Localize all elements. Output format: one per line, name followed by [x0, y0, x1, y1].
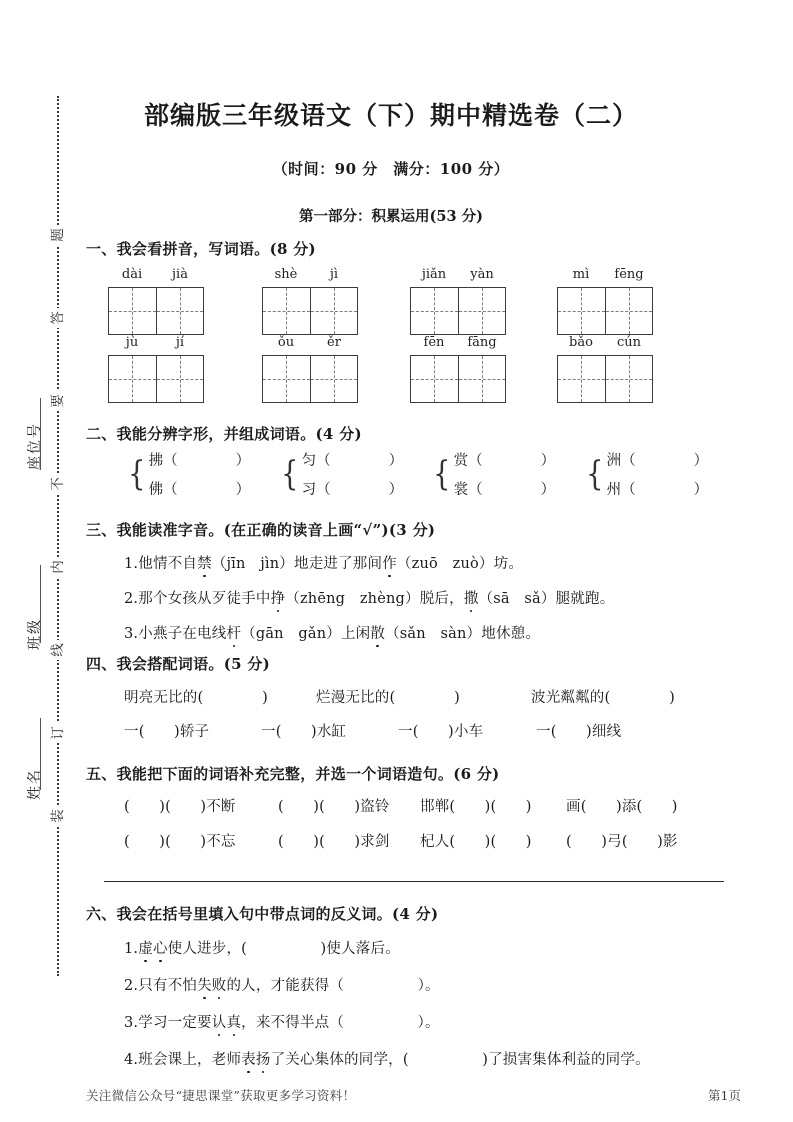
q5-idiom-blank[interactable]: 画( )添( ) — [566, 799, 678, 815]
item-number: 3. — [124, 1015, 139, 1031]
q4-match-phrase[interactable]: 波光粼粼的( ) — [531, 690, 676, 706]
q4-measure-word[interactable]: 一( )细线 — [536, 724, 622, 740]
question-2-heading: 二、我能分辨字形，并组成词语。(4 分) — [86, 425, 362, 443]
tianzige-answer-box[interactable] — [557, 355, 653, 403]
brace-answer-line[interactable]: 裳（ ） — [453, 482, 556, 498]
sentence-text: （sā sǎ）腿就跑。 — [478, 591, 615, 607]
tianzige-cell[interactable] — [263, 288, 310, 334]
tianzige-answer-box[interactable] — [262, 287, 358, 335]
brace-answer-line[interactable]: 赏（ ） — [453, 453, 556, 469]
seal-char: 订 — [48, 723, 68, 743]
seal-char: 内 — [48, 557, 68, 577]
emphasised-char: 散 — [370, 622, 385, 643]
tianzige-cell[interactable] — [605, 356, 653, 402]
tianzige-cell[interactable] — [558, 288, 605, 334]
footer-note: 关注微信公众号“捷思课堂”获取更多学习资料！ — [86, 1088, 356, 1103]
brace-answer-line[interactable]: 洲（ ） — [606, 453, 709, 469]
seal-field-rule — [40, 398, 41, 470]
tianzige-answer-box[interactable] — [557, 287, 653, 335]
item-number: 4. — [124, 1052, 139, 1068]
question-6-item[interactable] — [124, 1011, 440, 1032]
pinyin-syllable: ěr — [327, 335, 341, 350]
sentence-text: 学习一定要 — [138, 1015, 212, 1031]
pinyin-label — [410, 267, 506, 282]
question-3-item[interactable] — [124, 587, 614, 608]
pinyin-syllable: jù — [125, 335, 139, 350]
item-number: 2. — [124, 591, 139, 607]
seal-char: 要 — [48, 391, 68, 411]
emphasised-char: 心 — [153, 937, 168, 958]
pinyin-syllable: mì — [572, 267, 590, 282]
footer-page-number: 第1页 — [708, 1088, 741, 1103]
q4-match-phrase[interactable]: 明亮无比的( ) — [124, 690, 269, 706]
tianzige-answer-box[interactable] — [410, 355, 506, 403]
pinyin-label — [262, 335, 358, 350]
emphasised-char: 扬 — [256, 1048, 271, 1069]
tianzige-cell[interactable] — [156, 356, 204, 402]
question-5-heading: 五、我能把下面的词语补充完整，并选一个词语造句。(6 分) — [86, 765, 500, 783]
q5-idiom-blank[interactable]: 邯郸( )( ) — [420, 799, 532, 815]
brace-icon: { — [586, 453, 604, 494]
item-number: 1. — [124, 556, 139, 572]
tianzige-cell[interactable] — [109, 356, 156, 402]
brace-icon: { — [281, 453, 299, 494]
sentence-text: （jīn jìn）地走进了那间 — [211, 556, 383, 572]
pinyin-syllable: ǒu — [277, 335, 295, 350]
pinyin-syllable: jí — [175, 335, 185, 350]
brace-answer-line[interactable]: 匀（ ） — [301, 453, 404, 469]
emphasised-char: 败 — [212, 974, 227, 995]
tianzige-answer-box[interactable] — [410, 287, 506, 335]
pinyin-syllable: fēn — [423, 335, 445, 350]
emphasised-char: 挣 — [271, 587, 286, 608]
seal-char: 题 — [48, 225, 68, 245]
brace-rows — [454, 449, 556, 499]
tianzige-answer-box[interactable] — [262, 355, 358, 403]
question-1-heading: 一、我会看拼音，写词语。(8 分) — [86, 240, 316, 258]
seal-field-1: 班级 — [27, 618, 43, 650]
sentence-text: （gān gǎn）上闲 — [241, 626, 371, 642]
q5-idiom-blank[interactable]: ( )( )不断 — [124, 799, 236, 815]
pinyin-label — [262, 267, 358, 282]
brace-group — [584, 449, 708, 499]
sentence-text: 班会课上，老师 — [138, 1052, 242, 1068]
pinyin-label — [108, 267, 204, 282]
emphasised-char: 认 — [212, 1011, 227, 1032]
brace-answer-line[interactable]: 习（ ） — [301, 482, 404, 498]
emphasised-char: 虚 — [138, 937, 153, 958]
sentence-text: 的人，才能获得（ ）。 — [226, 978, 440, 994]
brace-rows — [149, 449, 251, 499]
tianzige-cell[interactable] — [558, 356, 605, 402]
seal-field-rule — [40, 718, 41, 790]
seal-char: 装 — [48, 806, 68, 826]
tianzige-cell[interactable] — [458, 288, 506, 334]
pinyin-syllable: fēng — [614, 267, 644, 282]
q5-idiom-blank[interactable]: 杞人( )( ) — [420, 834, 532, 850]
tianzige-cell[interactable] — [156, 288, 204, 334]
page-title: 部编版三年级语文（下）期中精选卷（二） — [143, 101, 638, 130]
question-3-item[interactable] — [124, 552, 523, 573]
seal-char: 不 — [48, 474, 68, 494]
brace-icon: { — [433, 453, 451, 494]
item-number: 3. — [124, 626, 139, 642]
tianzige-cell[interactable] — [109, 288, 156, 334]
emphasised-char: 撒 — [464, 587, 479, 608]
tianzige-answer-box[interactable] — [108, 287, 204, 335]
brace-icon: { — [128, 453, 146, 494]
emphasised-char: 杆 — [226, 622, 241, 643]
tianzige-cell[interactable] — [263, 356, 310, 402]
seal-field-0: 座位号 — [27, 422, 43, 470]
brace-rows — [302, 449, 404, 499]
pinyin-label — [557, 335, 653, 350]
exam-meta: （时间：90 分 满分：100 分） — [272, 160, 510, 178]
emphasised-char: 真 — [226, 1011, 241, 1032]
tianzige-cell[interactable] — [411, 356, 458, 402]
part-heading: 第一部分：积累运用(53 分) — [299, 208, 483, 225]
tianzige-cell[interactable] — [605, 288, 653, 334]
sentence-text: 了关心集体的同学，( )了损害集体利益的同学。 — [270, 1052, 650, 1068]
sentence-text: 使人进步，( )使人落后。 — [167, 941, 400, 957]
q5-idiom-blank[interactable]: ( )( )盗铃 — [278, 799, 390, 815]
pinyin-syllable: jiǎn — [421, 267, 447, 282]
pinyin-syllable: cún — [616, 335, 642, 350]
section-divider — [104, 881, 724, 882]
q5-idiom-blank[interactable]: ( )( )不忘 — [124, 834, 236, 850]
brace-answer-line[interactable]: 州（ ） — [606, 482, 709, 498]
sentence-text: 小燕子在电线 — [138, 626, 227, 642]
seal-binding-sidebar — [0, 0, 86, 1122]
sentence-text: （sǎn sàn）地休憩。 — [385, 626, 541, 642]
tianzige-cell[interactable] — [310, 356, 358, 402]
q5-idiom-blank[interactable]: ( )弓( )影 — [566, 834, 678, 850]
tianzige-cell[interactable] — [310, 288, 358, 334]
sentence-text: （zhēng zhèng）脱后， — [285, 591, 464, 607]
exam-sheet — [86, 0, 793, 1122]
q5-idiom-blank[interactable]: ( )( )求剑 — [278, 834, 390, 850]
sentence-text: （zuō zuò）坊。 — [396, 556, 524, 572]
pinyin-label — [557, 267, 653, 282]
pinyin-syllable: jì — [329, 267, 339, 282]
pinyin-label — [410, 335, 506, 350]
tianzige-cell[interactable] — [411, 288, 458, 334]
sentence-text: 只有不怕 — [138, 978, 198, 994]
seal-char: 线 — [48, 640, 68, 660]
pinyin-syllable: yàn — [470, 267, 494, 282]
question-3-item[interactable] — [124, 622, 540, 643]
question-6-item[interactable] — [124, 937, 400, 958]
item-number: 2. — [124, 978, 139, 994]
seal-field-rule — [40, 565, 41, 643]
emphasised-char: 禁 — [197, 552, 212, 573]
question-6-item[interactable] — [124, 1048, 650, 1069]
emphasised-char: 失 — [197, 974, 212, 995]
brace-group — [126, 449, 250, 499]
question-4-heading: 四、我会搭配词语。(5 分) — [86, 655, 271, 673]
pinyin-syllable: dài — [121, 267, 143, 282]
pinyin-syllable: shè — [274, 267, 298, 282]
sentence-text: ，来不得半点（ ）。 — [241, 1015, 440, 1031]
brace-answer-line[interactable]: 佛（ ） — [148, 482, 251, 498]
tianzige-cell[interactable] — [458, 356, 506, 402]
item-number: 1. — [124, 941, 139, 957]
brace-group — [279, 449, 403, 499]
q4-measure-word[interactable]: 一( )轿子 — [124, 724, 210, 740]
pinyin-syllable: fāng — [467, 335, 497, 350]
pinyin-syllable: bǎo — [569, 335, 593, 350]
emphasised-char: 作 — [382, 552, 397, 573]
sentence-text: 那个女孩从歹徒手中 — [138, 591, 271, 607]
q4-match-phrase[interactable]: 烂漫无比的( ) — [316, 690, 461, 706]
brace-rows — [607, 449, 709, 499]
seal-char: 答 — [48, 308, 68, 328]
q4-measure-word[interactable]: 一( )小车 — [398, 724, 484, 740]
question-3-heading: 三、我能读准字音。(在正确的读音上画“√”)(3 分) — [86, 521, 436, 539]
q4-measure-word[interactable]: 一( )水缸 — [261, 724, 347, 740]
question-6-item[interactable] — [124, 974, 440, 995]
emphasised-char: 表 — [241, 1048, 256, 1069]
sentence-text: 他情不自 — [138, 556, 198, 572]
question-6-heading: 六、我会在括号里填入句中带点词的反义词。(4 分) — [86, 905, 439, 923]
brace-answer-line[interactable]: 拂（ ） — [148, 453, 251, 469]
tianzige-answer-box[interactable] — [108, 355, 204, 403]
pinyin-syllable: jià — [172, 267, 188, 282]
seal-field-2: 姓名 — [27, 768, 43, 800]
brace-group — [431, 449, 555, 499]
pinyin-label — [108, 335, 204, 350]
